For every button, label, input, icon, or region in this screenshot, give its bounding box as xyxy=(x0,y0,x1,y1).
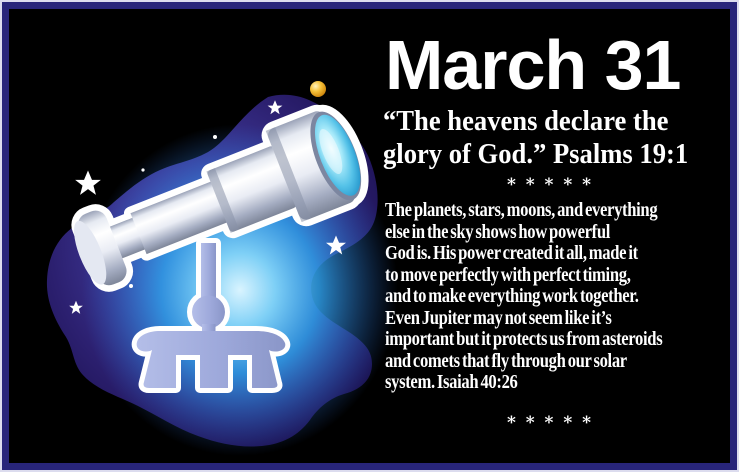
star-icon xyxy=(75,171,101,195)
page-title: March 31 xyxy=(385,26,681,104)
quote-line-1: “The heavens declare the xyxy=(383,106,669,137)
scripture-quote xyxy=(383,105,688,171)
body-line: Even Jupiter may not seem like it’s xyxy=(385,306,612,329)
devotional-text xyxy=(385,200,662,394)
planet-icon xyxy=(310,81,326,97)
body-line: important but it protects us from asteroids xyxy=(385,328,663,350)
divider-stars-bottom: * * * * * xyxy=(506,413,594,433)
divider-stars-top: * * * * * xyxy=(506,175,594,195)
body-line: else in the sky shows how powerful xyxy=(385,220,611,243)
star-dot xyxy=(213,135,217,139)
quote-line-2: glory of God.” Psalms 19:1 xyxy=(383,139,689,170)
body-line: and to make everything work together. xyxy=(385,285,639,307)
star-dot xyxy=(141,168,144,171)
body-line: to move perfectly with perfect timing, xyxy=(385,263,631,286)
body-line: system. Isaiah 40:26 xyxy=(385,371,518,393)
star-dot xyxy=(129,284,133,288)
body-line: The planets, stars, moons, and everything xyxy=(385,199,658,221)
body-line: and comets that fly through our solar xyxy=(385,349,627,372)
body-line: God is. His power created it all, made it xyxy=(385,242,638,264)
